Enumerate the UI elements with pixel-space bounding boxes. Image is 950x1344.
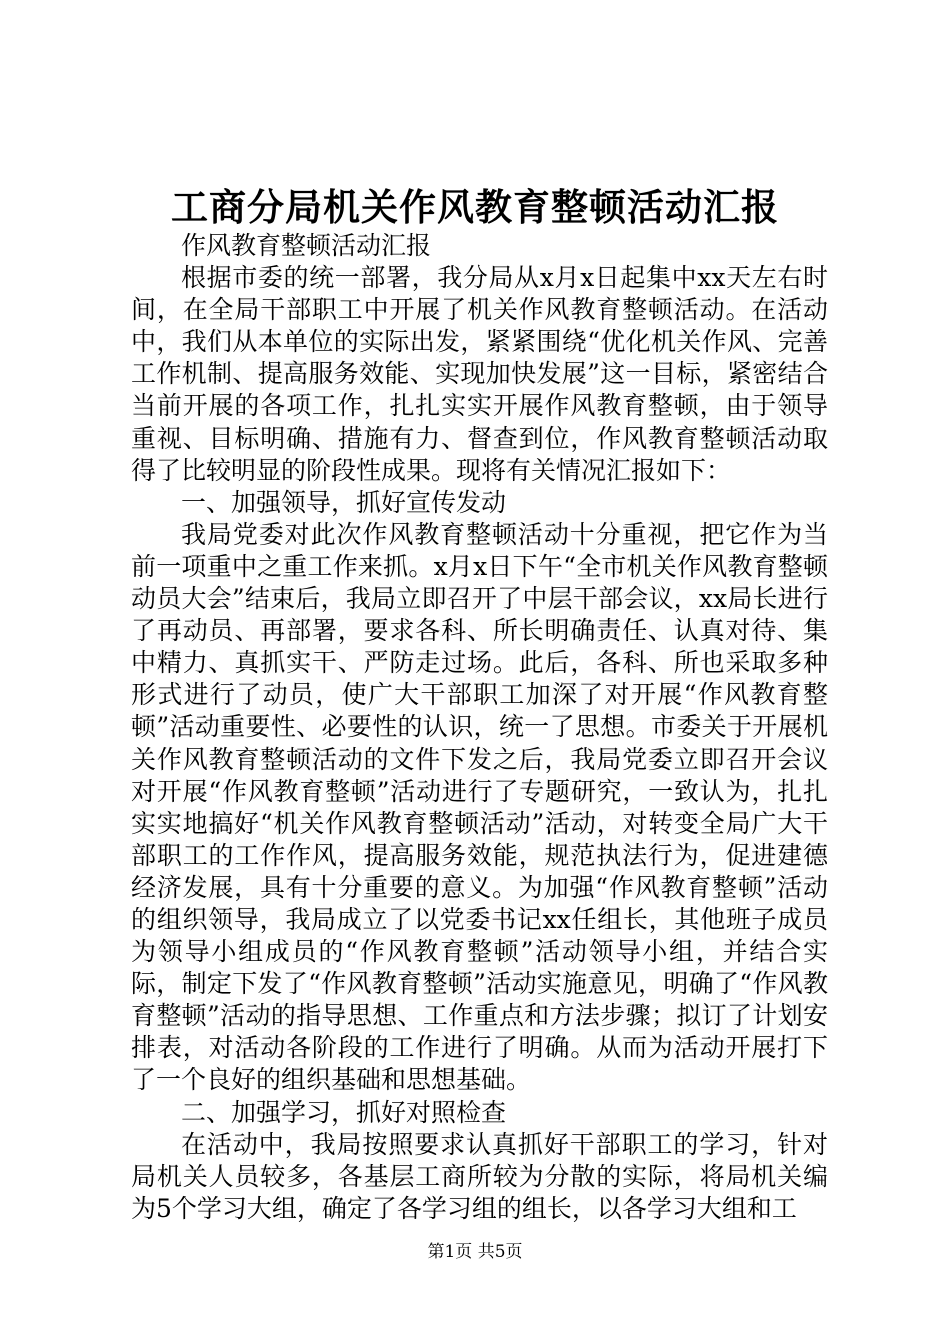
document-body bbox=[131, 230, 828, 1225]
page-number-footer: 第1页 共5页 bbox=[427, 1242, 523, 1262]
section-heading-1: 一、加强领导，抓好宣传发动 bbox=[181, 487, 507, 517]
document-title: 工商分局机关作风教育整顿活动汇报 bbox=[171, 185, 779, 229]
paragraph-intro: 根据市委的统一部署，我分局从x月x日起集中xx天左右时间，在全局干部职工中开展了机关作风教育整顿活动。在活动中，我们从本单位的实际出发，紧紧围绕“优化机关作风、完善工作机制、提高服务效能、实现加快发展”这一目标，紧密结合当前开展的各项工作，扎扎实实开展作风教育整顿，由于领导重视、目标明确、措施有力、督查到位，作风教育整顿活动取得了比较明显的阶段性成果。现将有关情况汇报如下： bbox=[131, 263, 828, 485]
paragraph-subtitle: 作风教育整顿活动汇报 bbox=[181, 231, 432, 260]
section-heading-2: 二、加强学习，抓好对照检查 bbox=[181, 1097, 507, 1127]
paragraph-section-1: 我局党委对此次作风教育整顿活动十分重视，把它作为当前一项重中之重工作来抓。x月x日下午“全市机关作风教育整顿动员大会”结束后，我局立即召开了中层干部会议，xx局长进行了再动员、再部署，要求各科、所长明确责任、认真对待、集中精力、真抓实干、严防走过场。此后，各科、所也采取多种形式进行了动员，使广大干部职工加深了对开展“作风教育整顿”活动重要性、必要性的认识，统一了思想。市委关于开展机关作风教育整顿活动的文件下发之后，我局党委立即召开会议对开展“作风教育整顿”活动进行了专题研究，一致认为，扎扎实实地搞好“机关作风教育整顿活动”活动，对转变全局广大干部职工的工作作风，提高服务效能，规范执法行为，促进建德经济发展，具有十分重要的意义。为加强“作风教育整顿”活动的组织领导，我局成立了以党委书记xx任组长，其他班子成员为领导小组成员的“作风教育整顿”活动领导小组，并结合实际，制定下发了“作风教育整顿”活动实施意见，明确了“作风教育整顿”活动的指导思想、工作重点和方法步骤；拟订了计划安排表，对活动各阶段的工作进行了明确。从而为活动开展打下了一个良好的组织基础和思想基础。 bbox=[131, 519, 828, 1095]
paragraph-section-2: 在活动中，我局按照要求认真抓好干部职工的学习，针对局机关人员较多，各基层工商所较为分散的实际，将局机关编为5个学习大组，确定了各学习组的组长，以各学习大组和工 bbox=[131, 1129, 828, 1223]
